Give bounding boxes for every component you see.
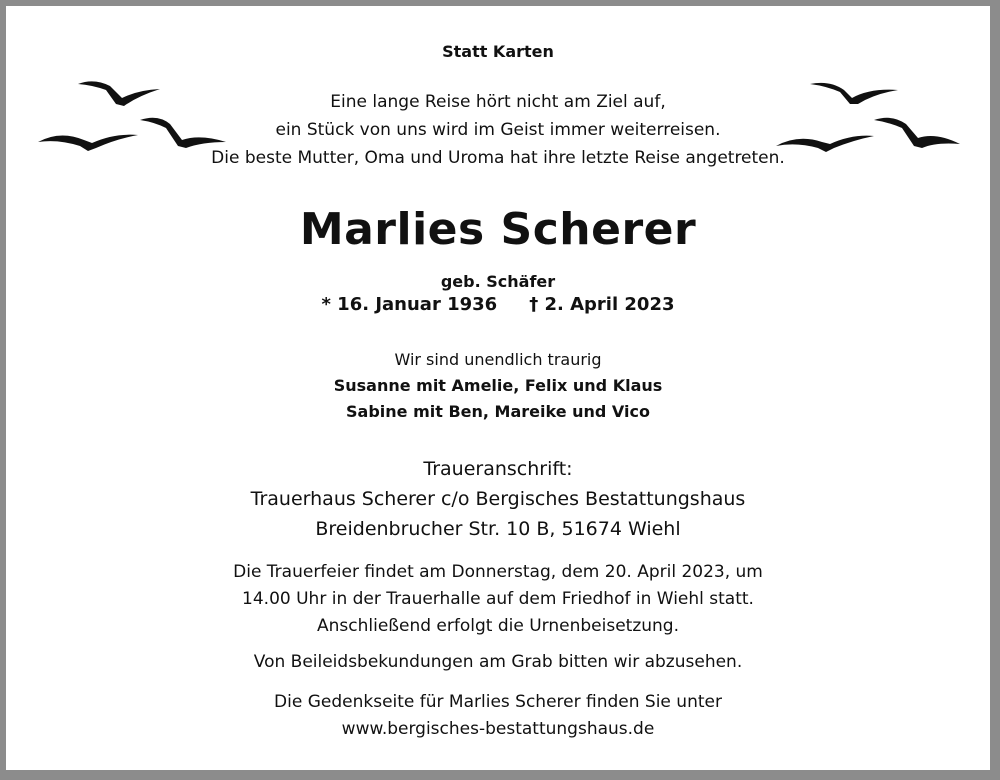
mourners-family: Susanne mit Amelie, Felix und Klaus: [333, 376, 663, 395]
obituary-notice: [6, 6, 990, 770]
deceased-name: Marlies Scherer: [299, 204, 697, 255]
poem-line: Eine lange Reise hört nicht am Ziel auf,: [330, 92, 666, 112]
condolence-note: Von Beileidsbekundungen am Grab bitten wir abzusehen.: [253, 652, 743, 672]
ceremony-line: 14.00 Uhr in der Trauerhalle auf dem Friedhof in Wiehl statt.: [242, 589, 754, 609]
birth-date: * 16. Januar 1936: [321, 294, 498, 315]
maiden-name: geb. Schäfer: [440, 272, 556, 291]
address-label: Traueranschrift:: [423, 458, 573, 480]
mourners-intro: Wir sind unendlich traurig: [394, 350, 602, 369]
ceremony-line: Anschließend erfolgt die Urnenbeisetzung.: [317, 616, 679, 636]
poem-line: ein Stück von uns wird im Geist immer weiterreisen.: [275, 120, 721, 140]
mourners-family: Sabine mit Ben, Mareike und Vico: [346, 402, 650, 421]
memorial-text: Die Gedenkseite für Marlies Scherer finden Sie unter: [274, 692, 722, 712]
death-date: † 2. April 2023: [529, 294, 675, 315]
poem-line: Die beste Mutter, Oma und Uroma hat ihre letzte Reise angetreten.: [211, 148, 785, 168]
header-statt-karten: Statt Karten: [442, 42, 554, 61]
life-dates: [6, 294, 990, 315]
memorial-url: www.bergisches-bestattungshaus.de: [341, 719, 655, 739]
address-line: Breidenbrucher Str. 10 B, 51674 Wiehl: [315, 518, 681, 540]
ceremony-line: Die Trauerfeier findet am Donnerstag, dem 20. April 2023, um: [233, 562, 763, 582]
address-line: Trauerhaus Scherer c/o Bergisches Bestattungshaus: [250, 488, 746, 510]
